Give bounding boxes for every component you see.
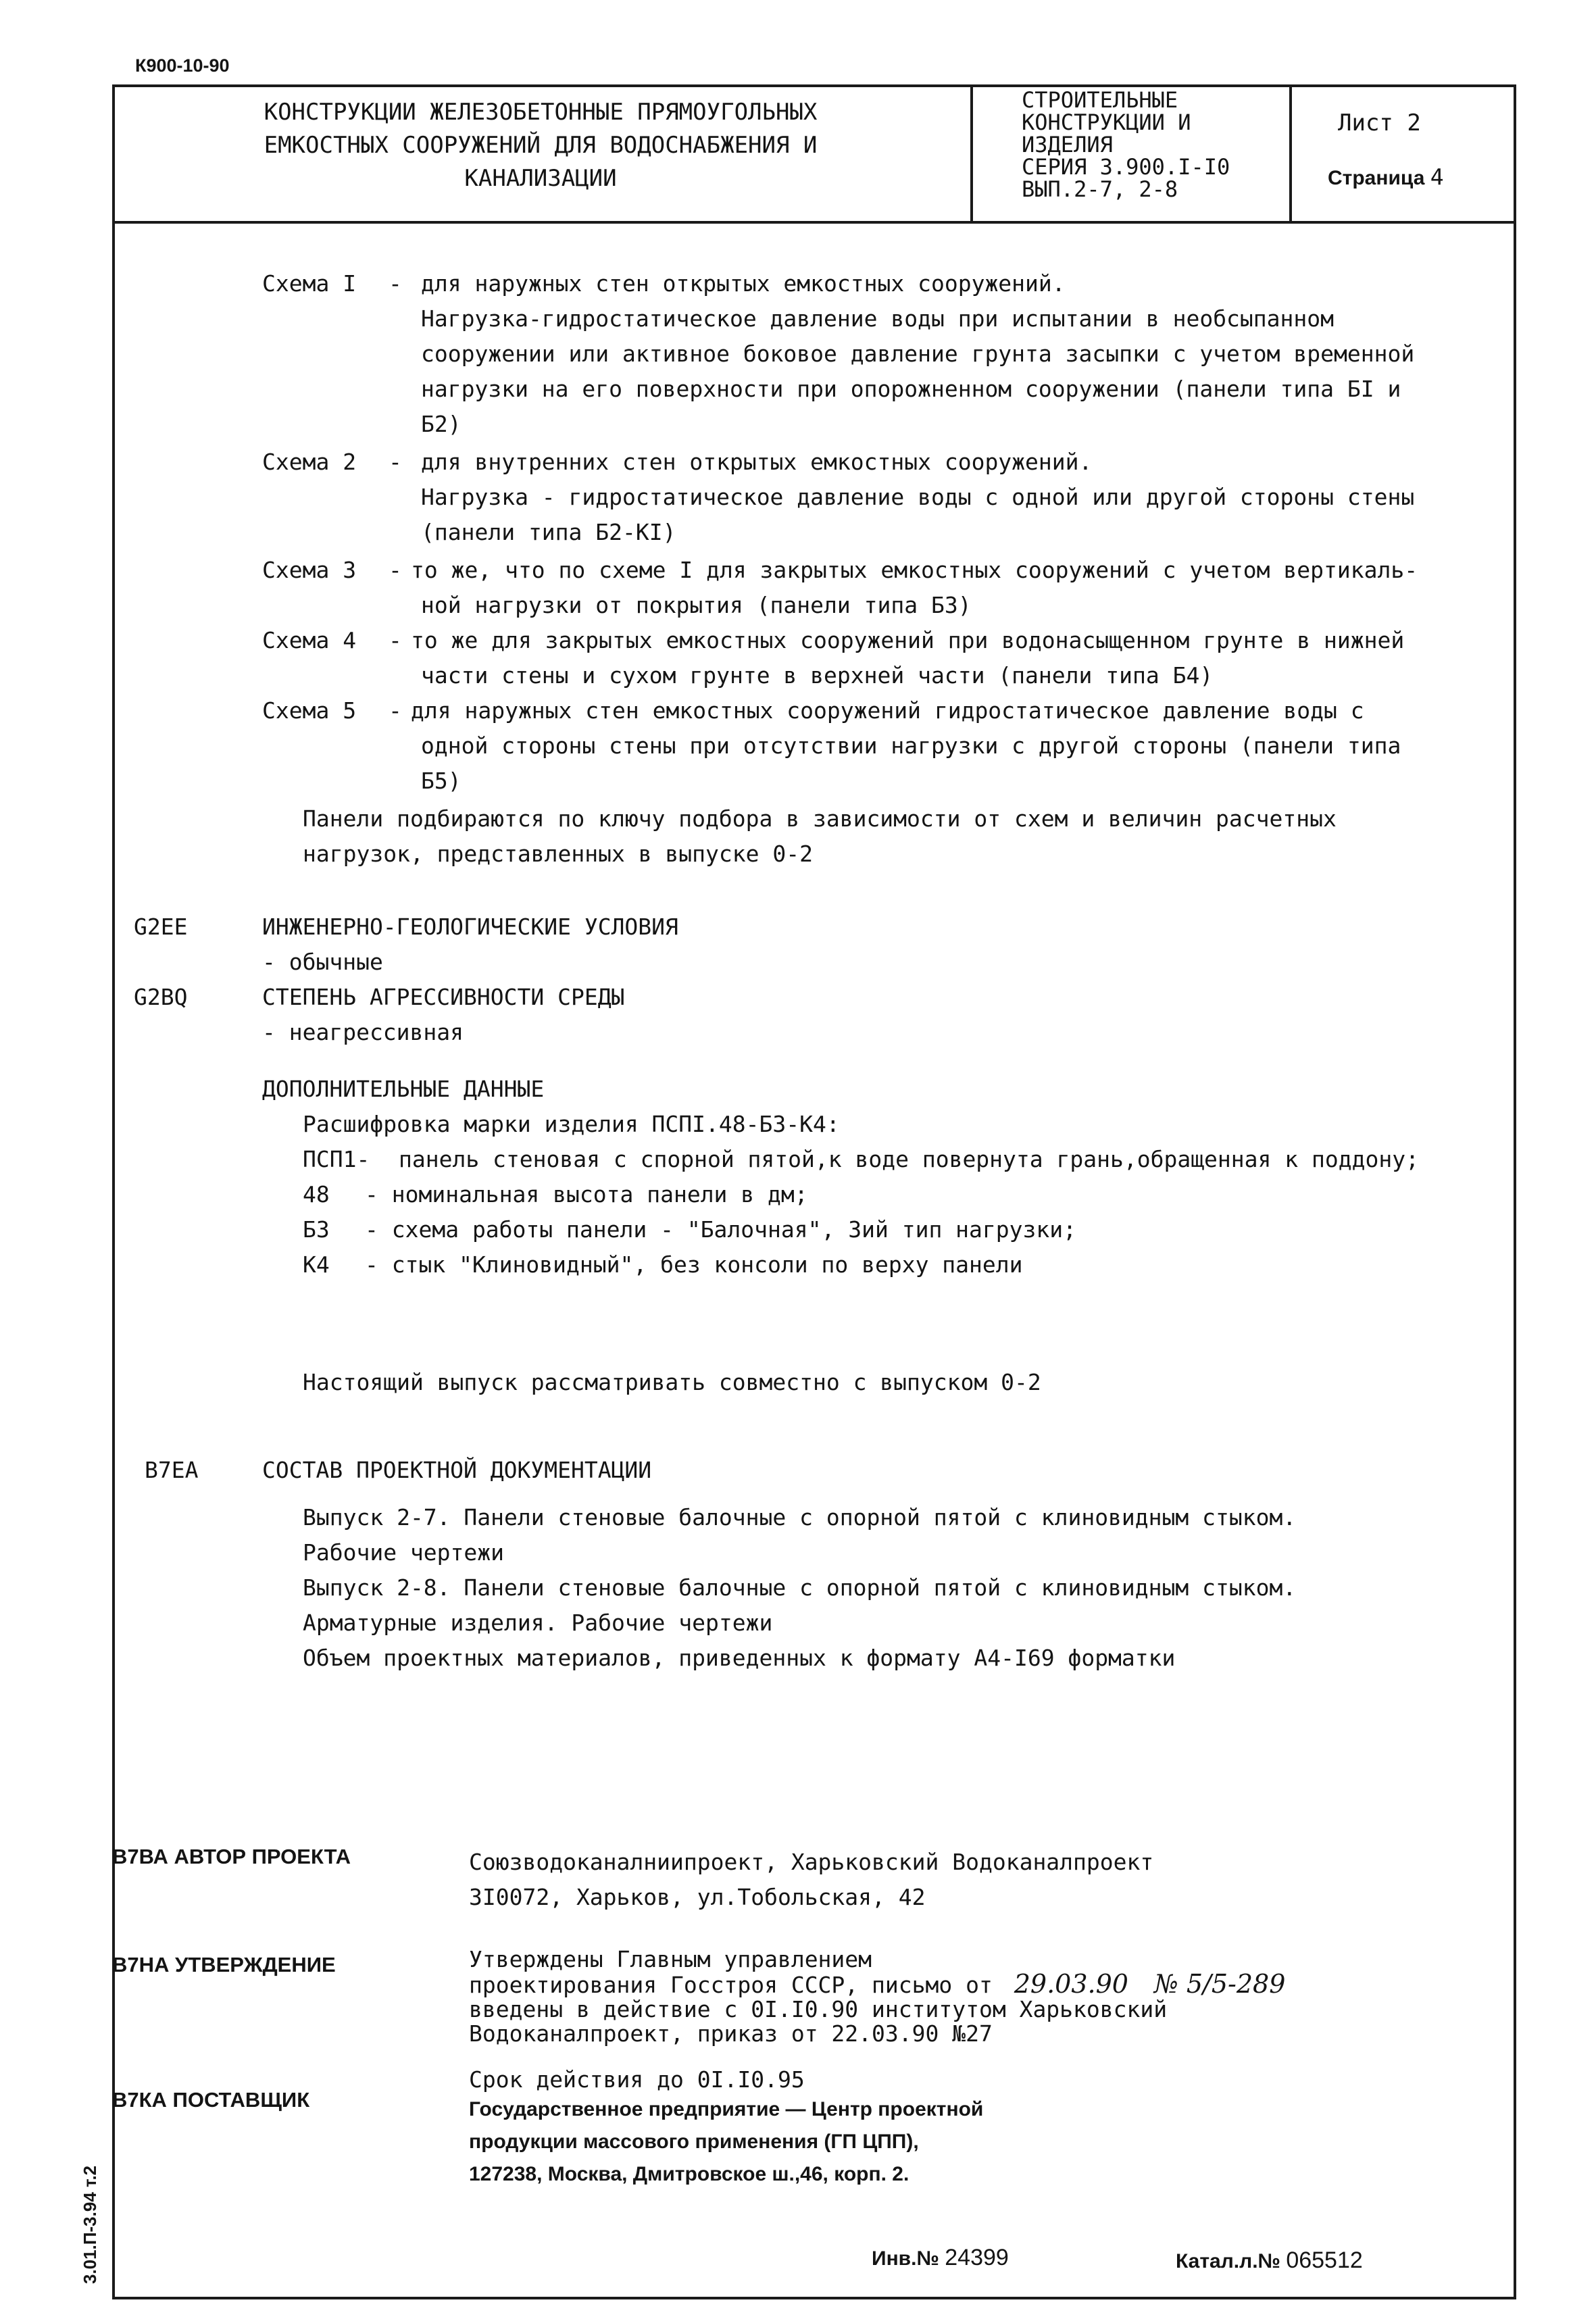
series-line: КОНСТРУКЦИИ И (1022, 109, 1191, 135)
scheme-description (421, 445, 1414, 550)
scheme-line: то же для закрытых емкостных сооружений при водонасыщенном грунте в нижней (411, 627, 1405, 653)
series-line: СЕРИЯ 3.900.I-I0 (1022, 154, 1230, 180)
mark-decoding-intro: Расшифровка марки изделия ПСПI.48-Б3-К4: (303, 1111, 840, 1137)
section-value: - неагрессивная (262, 1019, 464, 1045)
author-label: В7ВА АВТОР ПРОЕКТА (112, 1845, 351, 1868)
approval-line (469, 1969, 1286, 1999)
approval-line: введены в действие с 0I.I0.90 институтом Харьковский (469, 1996, 1168, 2022)
mark-text: - схема работы панели - "Балочная", 3ий тип нагрузки; (365, 1216, 1076, 1243)
approval-label: В7НА УТВЕРЖДЕНИЕ (112, 1953, 336, 1976)
section-title: ДОПОЛНИТЕЛЬНЫЕ ДАННЫЕ (262, 1076, 545, 1102)
scheme-label: Схема 5 (262, 697, 357, 724)
section-code: G2EE (134, 914, 188, 940)
document-code: К900-10-90 (135, 55, 230, 76)
scheme-dash: - (389, 270, 402, 297)
inventory-number (872, 2245, 1009, 2271)
scheme-line: одной стороны стены при отсутствии нагрузки с другой стороны (панели типа (421, 732, 1401, 759)
author-line: Союзводоканалниипроект, Харьковский Водоканалпроект (469, 1849, 1154, 1875)
catalog-label: Катал.л.№ (1176, 2250, 1280, 2272)
sheet-label: Лист (1338, 109, 1393, 136)
scheme-line: Нагрузка - гидростатическое давление воды с одной или другой стороны стены (421, 484, 1415, 510)
scheme-line: то же, что по схеме I для закрытых емкостных сооружений с учетом вертикаль- (411, 557, 1418, 583)
scheme-description (411, 623, 1404, 693)
mark-key: Б3 (303, 1216, 330, 1243)
supplier-line: продукции массового применения (ГП ЦПП), (469, 2131, 919, 2153)
approval-line: Утверждены Главным управлением (469, 1946, 872, 1972)
documentation-line: Выпуск 2-7. Панели стеновые балочные с опорной пятой с клиновидным стыком. (303, 1504, 1297, 1530)
scheme-line: для внутренних стен открытых емкостных сооружений. (421, 449, 1093, 475)
catalog-number (1176, 2247, 1363, 2274)
scheme-description (421, 266, 1414, 442)
section-title: ИНЖЕНЕРНО-ГЕОЛОГИЧЕСКИЕ УСЛОВИЯ (262, 914, 678, 940)
validity: Срок действия до 0I.I0.95 (469, 2066, 805, 2093)
scheme-line: Б5) (421, 768, 462, 794)
header-divider (112, 221, 1516, 224)
mark-key: 48 (303, 1181, 330, 1208)
scheme-line: ной нагрузки от покрытия (панели типа Б3) (421, 592, 972, 618)
page-number (1328, 159, 1444, 195)
header-title-line: КАНАЛИЗАЦИИ (464, 165, 617, 192)
scheme-dash: - (389, 449, 402, 475)
section-code: B7EA (145, 1457, 199, 1483)
header-title-line: КОНСТРУКЦИИ ЖЕЛЕЗОБЕТОННЫЕ ПРЯМОУГОЛЬНЫХ (264, 99, 818, 126)
scheme-line: (панели типа Б2-КI) (421, 519, 676, 545)
catalog-value: 065512 (1286, 2247, 1363, 2273)
header-column-divider (970, 84, 973, 222)
author-block (469, 1845, 1153, 1915)
scheme-line: нагрузки на его поверхности при опорожненном сооружении (панели типа БI и (421, 376, 1401, 402)
documentation-list (303, 1500, 1296, 1676)
scheme-label: Схема I (262, 270, 357, 297)
header-title-line: ЕМКОСТНЫХ СООРУЖЕНИЙ ДЛЯ ВОДОСНАБЖЕНИЯ И (264, 132, 818, 159)
documentation-line: Рабочие чертежи (303, 1539, 505, 1566)
scheme-label: Схема 4 (262, 627, 357, 653)
section-code: G2BQ (134, 984, 188, 1010)
side-stamp: 3.01.П-3.94 т.2 (80, 2165, 100, 2284)
documentation-line: Выпуск 2-8. Панели стеновые балочные с опорной пятой с клиновидным стыком. (303, 1574, 1297, 1601)
scheme-dash: - (389, 557, 402, 583)
mark-key: ПСП1- (303, 1146, 370, 1172)
mark-text: панель стеновая с спорной пятой,к воде повернута грань,обращенная к поддону; (399, 1146, 1419, 1172)
supplier-label: В7КА ПОСТАВЩИК (112, 2088, 310, 2112)
scheme-line: для наружных стен емкостных сооружений гидростатическое давление воды с (411, 697, 1364, 724)
approval-block (469, 1947, 1285, 2046)
scheme-dash: - (389, 697, 402, 724)
documentation-line: Объем проектных материалов, приведенных к формату А4-I69 форматки (303, 1645, 1176, 1671)
inventory-label: Инв.№ (872, 2247, 939, 2270)
handwritten-number: № 5/5-289 (1153, 1969, 1286, 1999)
series-line: СТРОИТЕЛЬНЫЕ (1022, 87, 1178, 113)
page-value: 4 (1430, 164, 1444, 190)
supplier-line: 127238, Москва, Дмитровское ш.,46, корп. 2. (469, 2163, 909, 2185)
sheet-value: 2 (1407, 109, 1421, 136)
section-title: СТЕПЕНЬ АГРЕССИВНОСТИ СРЕДЫ (262, 984, 625, 1010)
documentation-line: Арматурные изделия. Рабочие чертежи (303, 1610, 773, 1636)
scheme-description (411, 553, 1418, 623)
page-label: Страница (1328, 167, 1425, 189)
approval-line-text: проектирования Госстроя СССР, письмо от (469, 1972, 993, 1998)
supplier-line: Государственное предприятие — Центр проектной (469, 2098, 984, 2120)
scheme-description (411, 693, 1401, 799)
scheme-line: Б2) (421, 411, 462, 437)
scheme-line: для наружных стен открытых емкостных сооружений. (421, 270, 1066, 297)
scheme-label: Схема 3 (262, 557, 357, 583)
scheme-line: Нагрузка-гидростатическое давление воды при испытании в необсыпанном (421, 305, 1335, 332)
approval-line: Водоканалпроект, приказ от 22.03.90 №27 (469, 2020, 993, 2047)
scheme-line: сооружении или активное боковое давление грунта засыпки с учетом временной (421, 341, 1415, 367)
series-line: ВЫП.2-7, 2-8 (1022, 176, 1178, 202)
section-title: СОСТАВ ПРОЕКТНОЙ ДОКУМЕНТАЦИИ (262, 1457, 652, 1483)
mark-key: К4 (303, 1251, 330, 1278)
sheet-number (1338, 109, 1421, 136)
panel-selection-note (303, 801, 1337, 872)
series-block (1022, 89, 1230, 201)
scheme-label: Схема 2 (262, 449, 357, 475)
note-line: Панели подбираются по ключу подбора в зависимости от схем и величин расчетных (303, 805, 1337, 832)
note-line: нагрузок, представленных в выпуске 0-2 (303, 841, 813, 867)
section-value: - обычные (262, 949, 383, 975)
header-title (122, 96, 959, 195)
inventory-value: 24399 (945, 2245, 1009, 2270)
mark-text: - номинальная высота панели в дм; (365, 1181, 808, 1208)
joint-use-note: Настоящий выпуск рассматривать совместно с выпуском 0-2 (303, 1369, 1041, 1395)
scheme-line: части стены и сухом грунте в верхней части (панели типа Б4) (421, 662, 1214, 689)
mark-text: - стык "Клиновидный", без консоли по верху панели (365, 1251, 1023, 1278)
scheme-dash: - (389, 627, 402, 653)
series-line: ИЗДЕЛИЯ (1022, 132, 1113, 157)
handwritten-date: 29.03.90 (1014, 1969, 1128, 1999)
header-column-divider (1289, 84, 1292, 222)
supplier-block (469, 2093, 983, 2191)
author-line: 3I0072, Харьков, ул.Тобольская, 42 (469, 1884, 926, 1910)
